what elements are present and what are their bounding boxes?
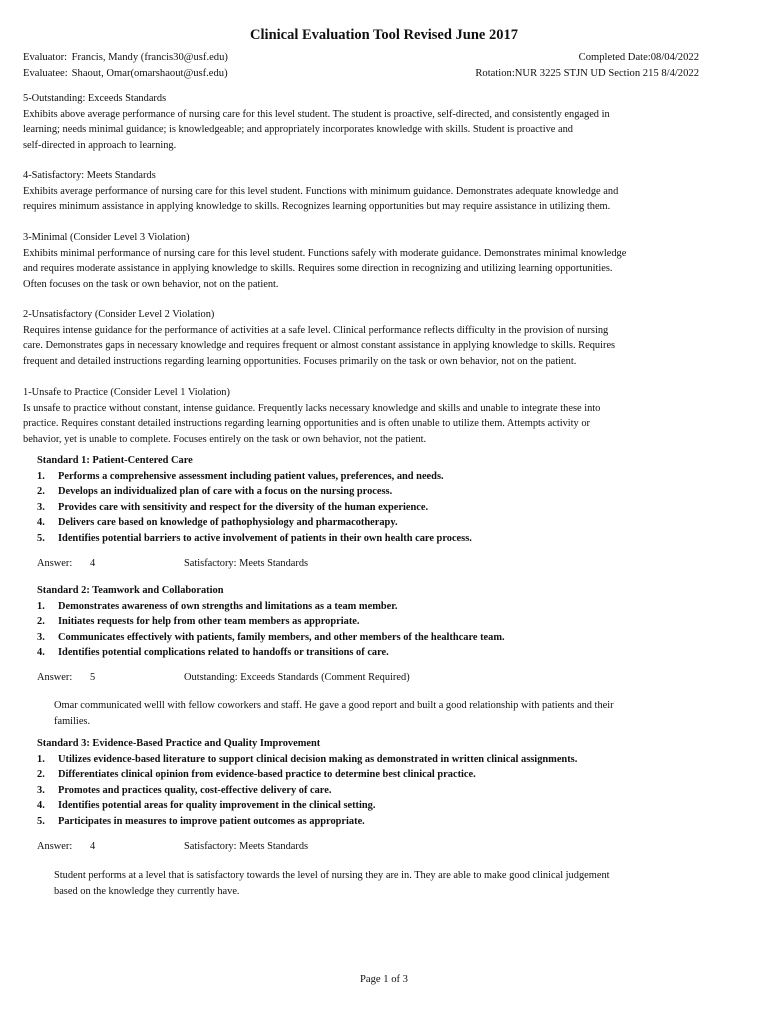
item-number: 2.	[37, 769, 45, 780]
item-text: Identifies potential complications related to handoffs or transitions of care.	[58, 647, 389, 658]
standard-3-comment	[54, 868, 674, 899]
level-desc-line: Exhibits average performance of nursing care for this level student. Functions with minimum guidance. Demonstrates adequate knowledge and	[23, 185, 619, 197]
evaluatee-field	[23, 66, 228, 82]
level-desc-line: care. Demonstrates gaps in necessary knowledge and requires frequent or almost constant assistance in applying knowledge to skills. Requires	[23, 340, 616, 351]
item-number: 1.	[37, 753, 45, 765]
answer-value: 5	[90, 672, 96, 683]
level-heading: 4-Satisfactory: Meets Standards	[23, 170, 156, 181]
page-number: Page 1 of 3	[360, 974, 408, 985]
level-desc-line: Exhibits minimal performance of nursing care for this level student. Functions safely with moderate guidance. Demonstrates minimal knowledge	[23, 247, 627, 259]
comment-line: families.	[54, 715, 91, 727]
item-text: Identifies potential areas for quality improvement in the clinical setting.	[58, 800, 376, 811]
answer-text: Satisfactory: Meets Standards	[184, 841, 309, 852]
list-item	[37, 515, 699, 531]
list-item	[37, 614, 699, 630]
item-number: 3.	[37, 784, 45, 796]
level-description	[23, 246, 699, 293]
item-number: 5.	[37, 815, 45, 827]
standard-3-block	[37, 736, 699, 829]
item-number: 1.	[37, 600, 45, 612]
evaluator-value: Francis, Mandy (francis30@usf.edu)	[71, 52, 228, 63]
level-heading: 3-Minimal (Consider Level 3 Violation)	[23, 232, 190, 243]
item-number: 2.	[37, 486, 45, 497]
standard-heading: Standard 1: Patient-Centered Care	[37, 455, 193, 466]
level-desc-line: and requires moderate assistance in applying knowledge to skills. Requires some direction in recognizing and utilizing learning opportunities.	[23, 263, 613, 274]
standard-criteria-list	[37, 469, 699, 547]
level-desc-line: behavior, yet is unable to complete. Focuses entirely on the task or own behavior, not the patient.	[23, 433, 427, 445]
standard-1-block	[37, 453, 699, 546]
level-desc-line: self-directed in approach to learning.	[23, 139, 177, 151]
item-text: Participates in measures to improve patient outcomes as appropriate.	[58, 815, 365, 827]
level-desc-line: frequent and detailed instructions regarding learning opportunities. Focuses primarily on the task or own behavior, not on the patient.	[23, 355, 577, 367]
comment-line: Student performs at a level that is satisfactory towards the level of nursing they are in. They are able to make good clinical judgement	[54, 870, 610, 881]
item-text: Differentiates clinical opinion from evidence-based practice to determine best clinical practice.	[58, 769, 476, 780]
item-text: Performs a comprehensive assessment including patient values, preferences, and needs.	[58, 470, 444, 482]
item-text: Promotes and practices quality, cost-effective delivery of care.	[58, 784, 332, 796]
item-number: 2.	[37, 616, 45, 627]
list-item	[37, 630, 699, 646]
level-heading: 5-Outstanding: Exceeds Standards	[23, 93, 167, 104]
item-text: Develops an individualized plan of care with a focus on the nursing process.	[58, 486, 393, 497]
list-item	[37, 469, 699, 485]
level-1-block	[23, 385, 699, 447]
list-item	[37, 752, 699, 768]
item-number: 1.	[37, 470, 45, 482]
level-description	[23, 107, 699, 154]
item-number: 4.	[37, 647, 45, 658]
level-desc-line: practice. Requires constant detailed instructions regarding learning opportunities and is often unable to utilize them. Attempts activity or	[23, 418, 591, 429]
list-item	[37, 645, 699, 661]
standard-criteria-list	[37, 752, 699, 830]
comment-line: based on the knowledge they currently have.	[54, 885, 240, 897]
level-2-block	[23, 307, 699, 369]
level-desc-line: learning; needs minimal guidance; is knowledgeable; and appropriately incorporates knowledge with skills. Student is proactive and	[23, 124, 573, 135]
item-number: 4.	[37, 800, 45, 811]
item-text: Delivers care based on knowledge of pathophysiology and pharmacotherapy.	[58, 517, 398, 528]
document-title: Clinical Evaluation Tool Revised June 2017	[250, 27, 518, 43]
list-item	[37, 531, 699, 547]
level-description	[23, 401, 699, 448]
evaluator-label: Evaluator:	[23, 52, 68, 63]
list-item	[37, 798, 699, 814]
level-desc-line: Often focuses on the task or own behavior, not on the patient.	[23, 278, 279, 290]
level-desc-line: Exhibits above average performance of nursing care for this level student. The student is proactive, self-directed, and consistently engaged in	[23, 108, 610, 120]
level-3-block	[23, 230, 699, 292]
item-text: Initiates requests for help from other team members as appropriate.	[58, 616, 360, 627]
answer-value: 4	[90, 841, 96, 852]
answer-label: Answer:	[37, 841, 73, 852]
level-description	[23, 323, 699, 370]
answer-label: Answer:	[37, 558, 73, 569]
item-text: Communicates effectively with patients, family members, and other members of the healthcare team.	[58, 631, 505, 643]
item-text: Provides care with sensitivity and respect for the diversity of the human experience.	[58, 501, 429, 513]
item-number: 3.	[37, 501, 45, 513]
evaluatee-value: Shaout, Omar(omarshaout@usf.edu)	[71, 68, 228, 79]
item-number: 3.	[37, 631, 45, 643]
level-desc-line: Requires intense guidance for the performance of activities at a safe level. Clinical performance reflects difficulty in the provision of nursing	[23, 324, 609, 336]
level-4-block	[23, 168, 699, 215]
standard-2-comment	[54, 698, 674, 729]
answer-label: Answer:	[37, 672, 73, 683]
level-desc-line: Is unsafe to practice without constant, intense guidance. Frequently lacks necessary knowledge and skills and unable to integrate these into	[23, 402, 601, 414]
standard-criteria-list	[37, 599, 699, 661]
item-text: Identifies potential barriers to active involvement of patients in their own health care process.	[58, 532, 472, 544]
rotation-info: Rotation:NUR 3225 STJN UD Section 215 8/4/2022	[475, 68, 699, 79]
list-item	[37, 814, 699, 830]
item-number: 4.	[37, 517, 45, 528]
list-item	[37, 783, 699, 799]
comment-line: Omar communicated welll with fellow coworkers and staff. He gave a good report and built a good relationship with patients and their	[54, 700, 614, 711]
level-description	[23, 184, 699, 215]
evaluatee-label: Evaluatee:	[23, 68, 68, 79]
level-heading: 2-Unsatisfactory (Consider Level 2 Violation)	[23, 309, 215, 320]
standard-heading: Standard 3: Evidence-Based Practice and Quality Improvement	[37, 738, 321, 749]
level-5-block	[23, 91, 699, 153]
answer-text: Outstanding: Exceeds Standards (Comment Required)	[184, 672, 410, 683]
level-heading: 1-Unsafe to Practice (Consider Level 1 Violation)	[23, 387, 230, 398]
item-text: Utilizes evidence-based literature to support clinical decision making as demonstrated in written clinical assignments.	[58, 753, 578, 765]
evaluator-field	[23, 50, 228, 66]
level-desc-line: requires minimum assistance in applying knowledge to skills. Recognizes learning opportunities but may require assistance in utilizing them.	[23, 201, 611, 212]
answer-text: Satisfactory: Meets Standards	[184, 558, 309, 569]
completed-date: Completed Date:08/04/2022	[578, 52, 699, 63]
list-item	[37, 767, 699, 783]
answer-value: 4	[90, 558, 96, 569]
item-text: Demonstrates awareness of own strengths and limitations as a team member.	[58, 600, 398, 612]
list-item	[37, 500, 699, 516]
list-item	[37, 599, 699, 615]
standard-2-block	[37, 583, 699, 661]
list-item	[37, 484, 699, 500]
standard-heading: Standard 2: Teamwork and Collaboration	[37, 585, 224, 596]
item-number: 5.	[37, 532, 45, 544]
